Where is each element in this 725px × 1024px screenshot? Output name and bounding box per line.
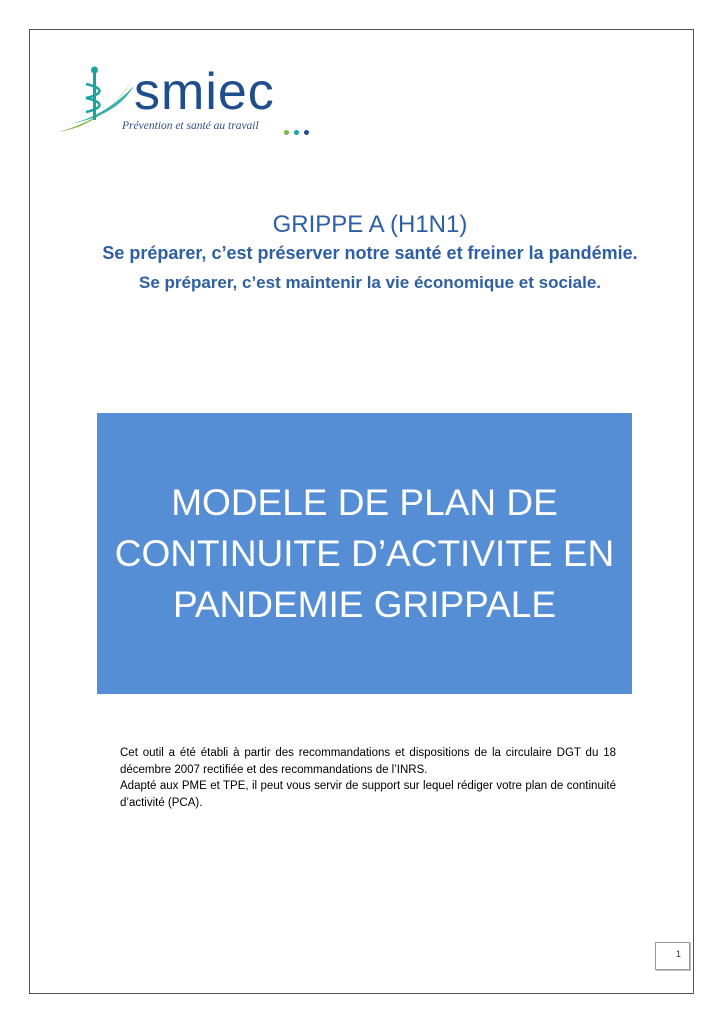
banner-line-2: CONTINUITE D’ACTIVITE EN [114, 533, 615, 574]
dot-green [284, 130, 289, 135]
banner-line-3: PANDEMIE GRIPPALE [172, 584, 557, 625]
dot-teal [294, 130, 299, 135]
intro-paragraph-2: Adapté aux PME et TPE, il peut vous servir de support sur lequel rédiger votre plan de continuité d’activité (PCA). [120, 780, 616, 809]
main-title: GRIPPE A (H1N1) [272, 211, 468, 238]
intro-paragraph-1: Cet outil a été établi à partir des recommandations et dispositions de la circulaire DGT du 18 décembre 2007 rectifiée et des recommandations de l’INRS. [120, 747, 616, 776]
page-number-box [655, 942, 690, 970]
logo-name: smiec [134, 63, 275, 121]
dot-blue [304, 130, 309, 135]
logo-dots [284, 122, 314, 140]
page-number: 1 [675, 949, 681, 959]
subtitle-health: Se préparer, c’est préserver notre santé et freiner la pandémie. [102, 243, 638, 263]
subtitle-economy: Se préparer, c’est maintenir la vie économique et sociale. [138, 273, 602, 292]
intro-text [120, 745, 616, 811]
smiec-logo [56, 62, 316, 142]
banner-title [105, 477, 625, 630]
title-banner [97, 413, 632, 694]
banner-line-1: MODELE DE PLAN DE [171, 482, 558, 523]
title-block [90, 210, 650, 294]
logo-tagline: Prévention et santé au travail [122, 120, 259, 132]
